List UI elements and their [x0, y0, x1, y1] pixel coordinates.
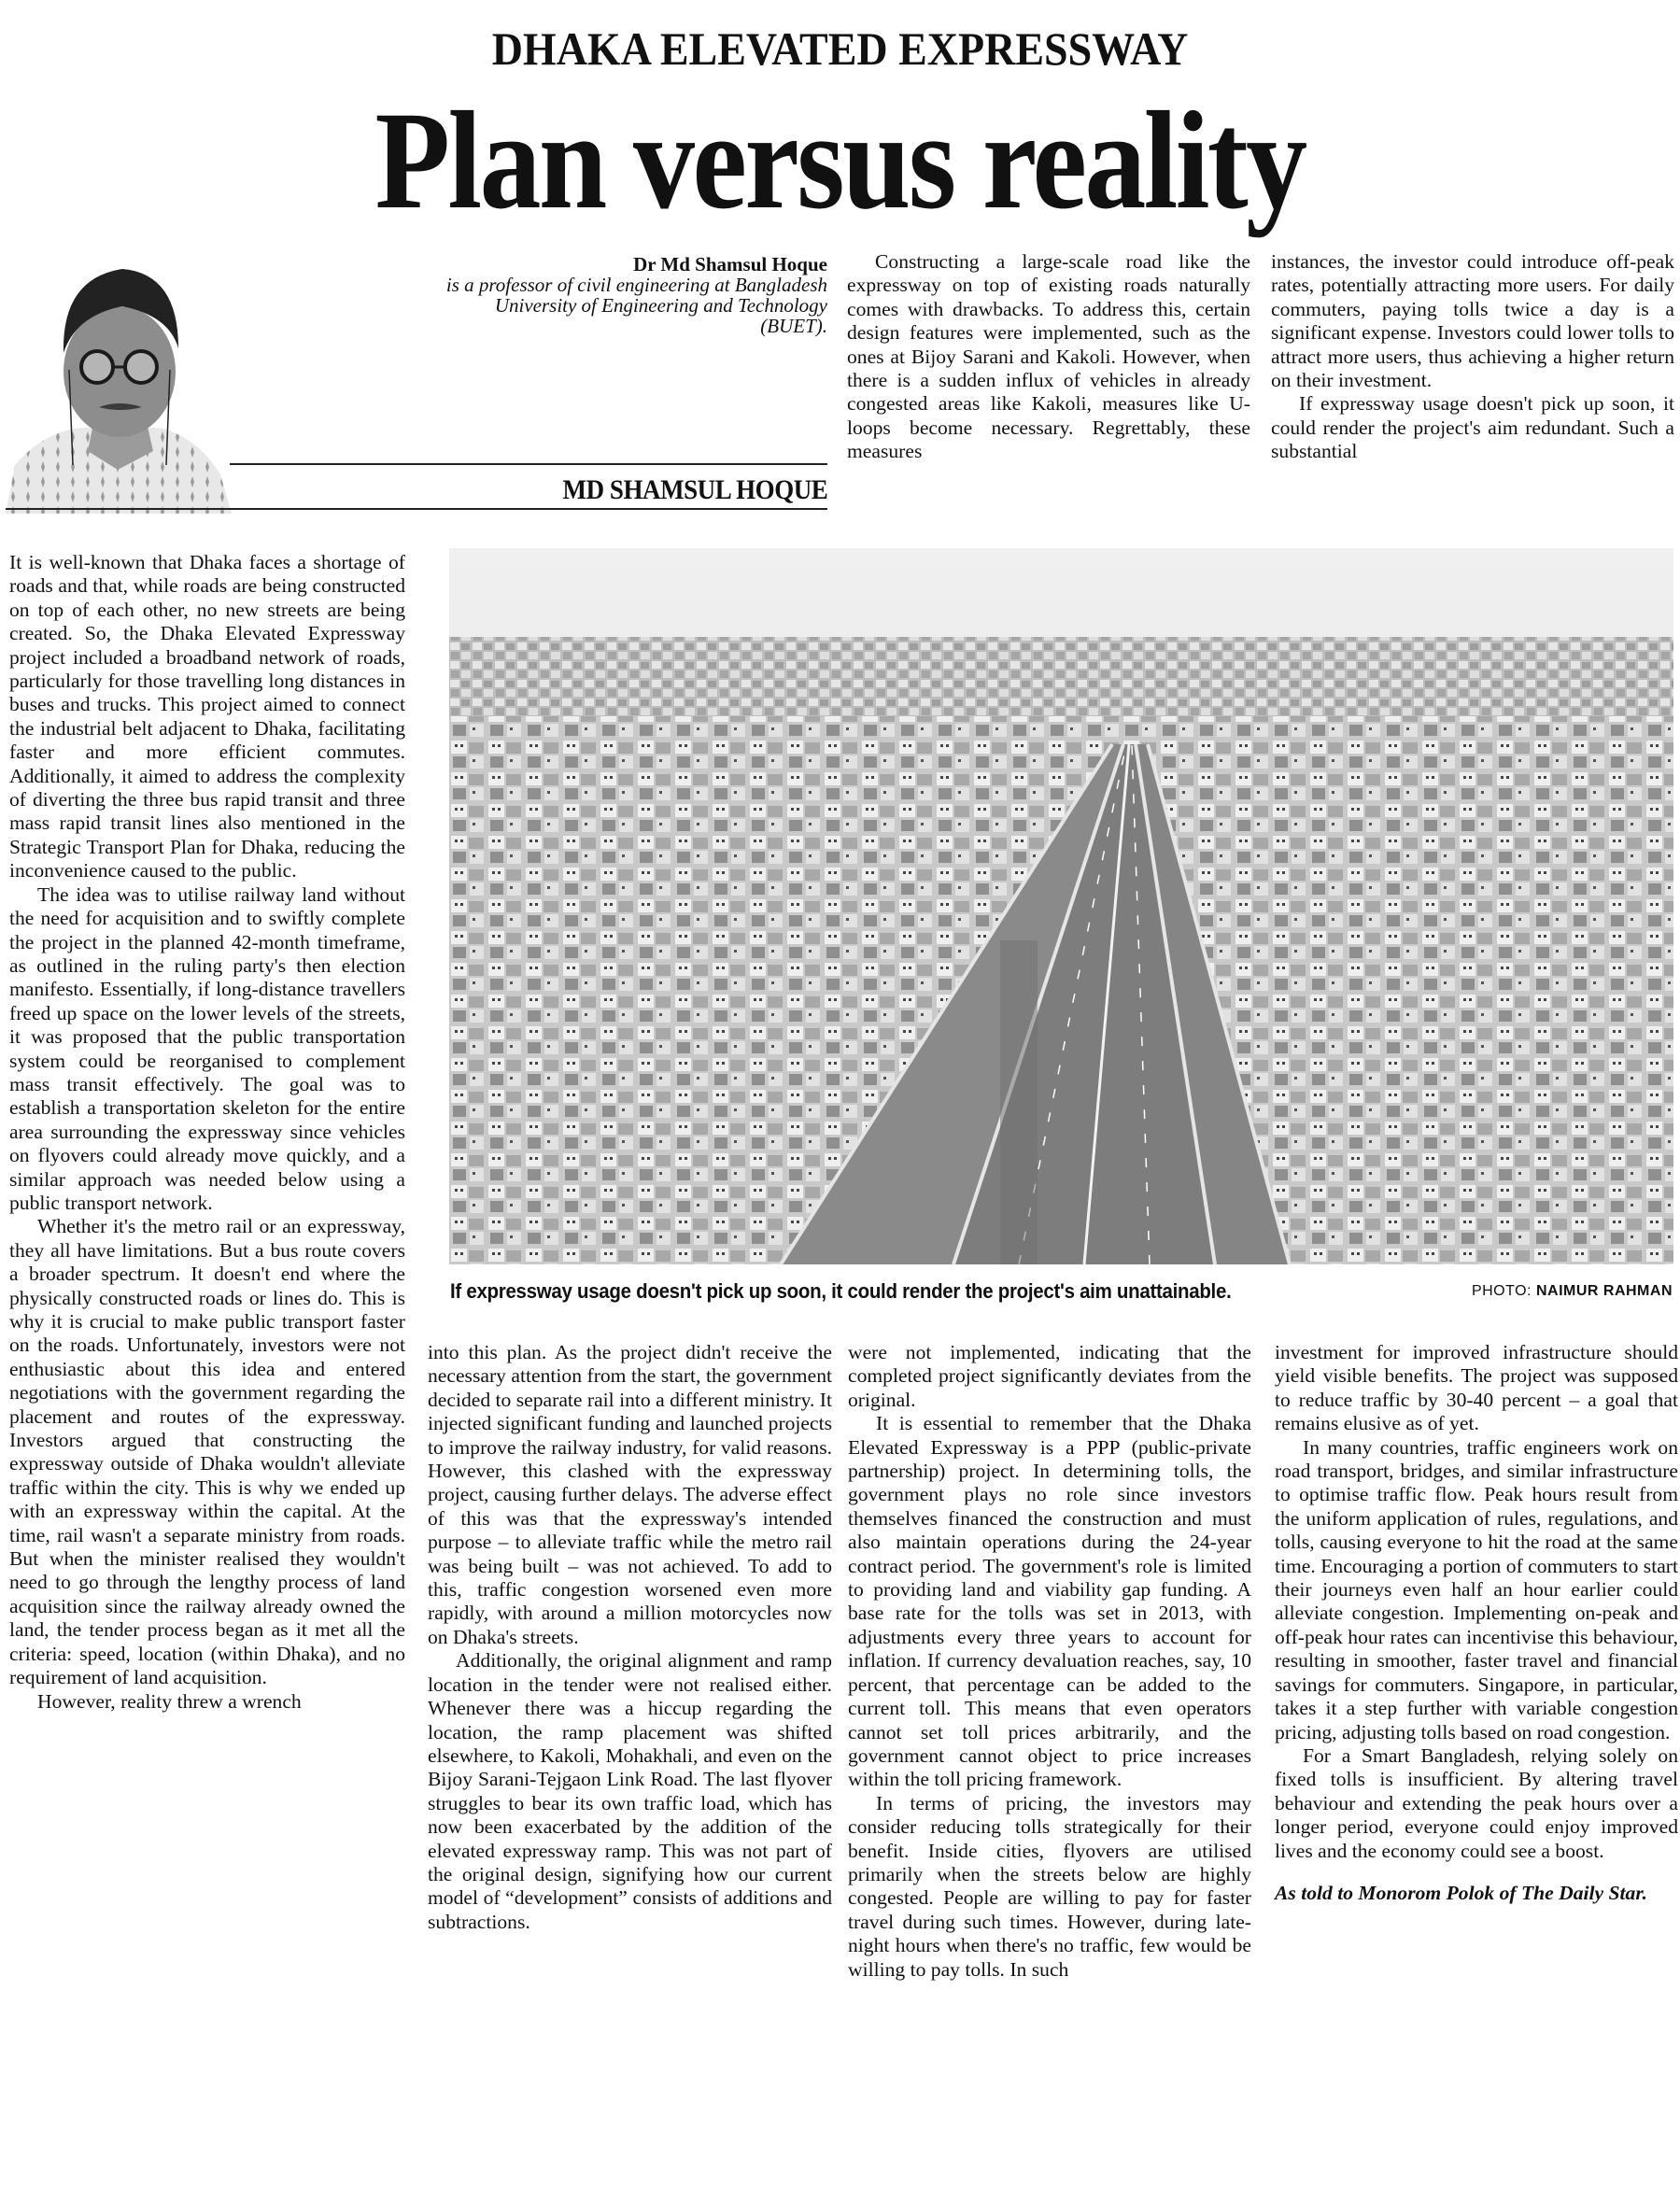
paragraph: instances, the investor could introduce off-peak rates, potentially attracting more users. For daily commuters, paying tolls twice a day is a significant expense. Investors could lower tolls to attract more users, thus achieving a higher return on their investment. [1271, 250, 1674, 392]
paragraph: It is well-known that Dhaka faces a shortage of roads and that, while roads are being constructed on top of each other, no new streets are being created. So, the Dhaka Elevated Expressway project included a broadband network of roads, particularly for those travelling long distances in buses and trucks. This project aimed to connect the industrial belt adjacent to Dhaka, facilitating faster and more efficient commutes. Additionally, it aimed to address the complexity of diverting the three bus rapid transit and three mass rapid transit lines also mentioned in the Strategic Transport Plan for Dhaka, reducing the inconvenience caused to the public. [9, 551, 405, 882]
photo-credit-label: PHOTO: [1471, 1283, 1536, 1299]
byline-rule [6, 508, 827, 510]
paragraph: If expressway usage doesn't pick up soon, it could render the project's aim redundant. Such a substantial [1271, 392, 1674, 463]
paragraph: In terms of pricing, the investors may consider reducing tolls strategically for their benefit. Inside cities, flyovers are utilised primarily when the streets below are highly congested. People are willing to pay for faster travel during such times. However, during late-night hours when there's no traffic, few would be willing to pay tolls. In such [848, 1791, 1251, 1981]
byline: MD SHAMSUL HOQUE [562, 474, 827, 505]
article-column-top-2 [1271, 250, 1674, 464]
article-column-bottom-3 [1275, 1341, 1678, 1905]
paragraph: However, reality threw a wrench [37, 1689, 302, 1713]
paragraph: The idea was to utilise railway land without the need for acquisition and to swiftly complete the project in the planned 42-month timeframe, as outlined in the ruling party's then election manifesto. Essentially, if long-distance travellers freed up space on the lower levels of the streets, it was proposed that the public transportation system could be reorganised to complement mass transit effectively. The goal was to establish a transportation skeleton for the entire area surrounding the expressway since vehicles on flyovers could already move quickly, and a similar approach was needed below using a public transport network. [9, 882, 405, 1214]
paragraph: were not implemented, indicating that the completed project significantly deviates from the original. [848, 1341, 1251, 1411]
paragraph: Constructing a large-scale road like the expressway on top of existing roads naturally comes with drawbacks. To address this, certain design features were implemented, such as the ones at Bijoy Sarani and Kakoli. However, when there is a sudden influx of vehicles in already congested areas like Kakoli, measures like U-loops become necessary. Regrettably, these measures [847, 250, 1250, 463]
article-column-bottom-2 [848, 1341, 1251, 1982]
article-column-bottom-1 [428, 1341, 832, 1934]
paragraph: Additionally, the original alignment and ramp location in the tender were not realised either. Whenever there was a hiccup regarding the location, the ramp placement was shifted elsewhere, to Kakoli, Mohakhali, and even on the Bijoy Sarani-Tejgaon Link Road. The last flyover struggles to bear its own traffic load, which has now been exacerbated by the addition of the elevated expressway ramp. This was not part of the original design, signifying how our current model of “development” consists of additions and subtractions. [428, 1649, 832, 1933]
paragraph: into this plan. As the project didn't receive the necessary attention from the start, the government decided to separate rail into a different ministry. It injected significant funding and launched projects to improve the railway industry, for valid reasons. However, this clashed with the expressway project, causing further delays. The adverse effect of this was that the expressway's intended purpose – to alleviate traffic while the metro rail was being built – was not achieved. To add to this, traffic congestion worsened even more rapidly, with around a million motorcycles now on Dhaka's streets. [428, 1341, 832, 1648]
photo-credit-name: NAIMUR RAHMAN [1535, 1283, 1673, 1299]
author-bio [435, 254, 827, 336]
paragraph: investment for improved infrastructure should yield visible benefits. The project was supposed to reduce traffic by 30-40 percent – a goal that remains elusive as of yet. [1275, 1341, 1678, 1435]
photo-caption: If expressway usage doesn't pick up soon, it could render the project's aim unattainable. [450, 1279, 1232, 1303]
paragraph: In many countries, traffic engineers work on road transport, bridges, and similar infrastructure to optimise traffic flow. Peak hours result from the uniform application of rules, regulations, and tolls, causing everyone to hit the road at the same time. Encouraging a portion of commuters to start their journeys even half an hour earlier could alleviate congestion. Implementing on-peak and off-peak hour rates can incentivise this behaviour, resulting in smoother, faster travel and financial savings for commuters. Singapore, in particular, takes it a step further with variable congestion pricing, adjusting tolls based on road congestion. [1275, 1435, 1678, 1743]
section-kicker: DHAKA ELEVATED EXPRESSWAY [491, 22, 1189, 75]
headline: Plan versus reality [374, 83, 1306, 238]
article-column-left [9, 551, 405, 1714]
paragraph: It is essential to remember that the Dhaka Elevated Expressway is a PPP (public-private partnership) project. In determining tolls, the government plays no role since investors themselves financed the construction and must also maintain operations during the 24-year contract period. The government's role is limited to providing land and viability gap funding. A base rate for the tolls was set in 2013, with adjustments every three years to account for inflation. If currency devaluation reaches, say, 10 percent, that percentage can be added to the current toll. This means that even operators cannot set toll prices arbitrarily, and the government cannot object to price increases within the toll pricing framework. [848, 1412, 1251, 1791]
author-description: is a professor of civil engineering at Bangladesh University of Engineering and Technology (BUET). [445, 274, 827, 337]
author-portrait [6, 250, 232, 514]
author-name: Dr Md Shamsul Hoque [633, 253, 827, 275]
article-photo [449, 548, 1673, 1264]
expressway-aerial-photo-icon [449, 548, 1673, 1264]
author-portrait-icon [6, 250, 232, 514]
article-column-top-1 [847, 250, 1250, 464]
paragraph: Whether it's the metro rail or an expressway, they all have limitations. But a bus route covers a broader spectrum. It doesn't end where the physically constructed roads or lines do. This is why it is crucial to make public transport faster on the roads. Unfortunately, investors were not enthusiastic about this idea and entered negotiations with the government regarding the placement and routes of the expressway. Investors argued that constructing the expressway outside of Dhaka wouldn't alleviate traffic within the city. This is why we ended up with an expressway within the capital. At the time, rail wasn't a separate ministry from roads. But when the minister realised they wouldn't need to go through the lengthy process of land acquisition since the railway already owned the land, the tender process began as it met all the criteria: speed, location (within Dhaka), and no requirement of land acquisition. [9, 1215, 405, 1689]
byline-rule [230, 463, 827, 465]
article-signoff: As told to Monorom Polok of The Daily Star. [1275, 1881, 1647, 1904]
photo-credit [1472, 1283, 1673, 1300]
paragraph: For a Smart Bangladesh, relying solely on fixed tolls is insufficient. By altering travel behaviour and extending the peak hours over a longer period, everyone could enjoy improved lives and the economy could see a boost. [1275, 1743, 1678, 1862]
